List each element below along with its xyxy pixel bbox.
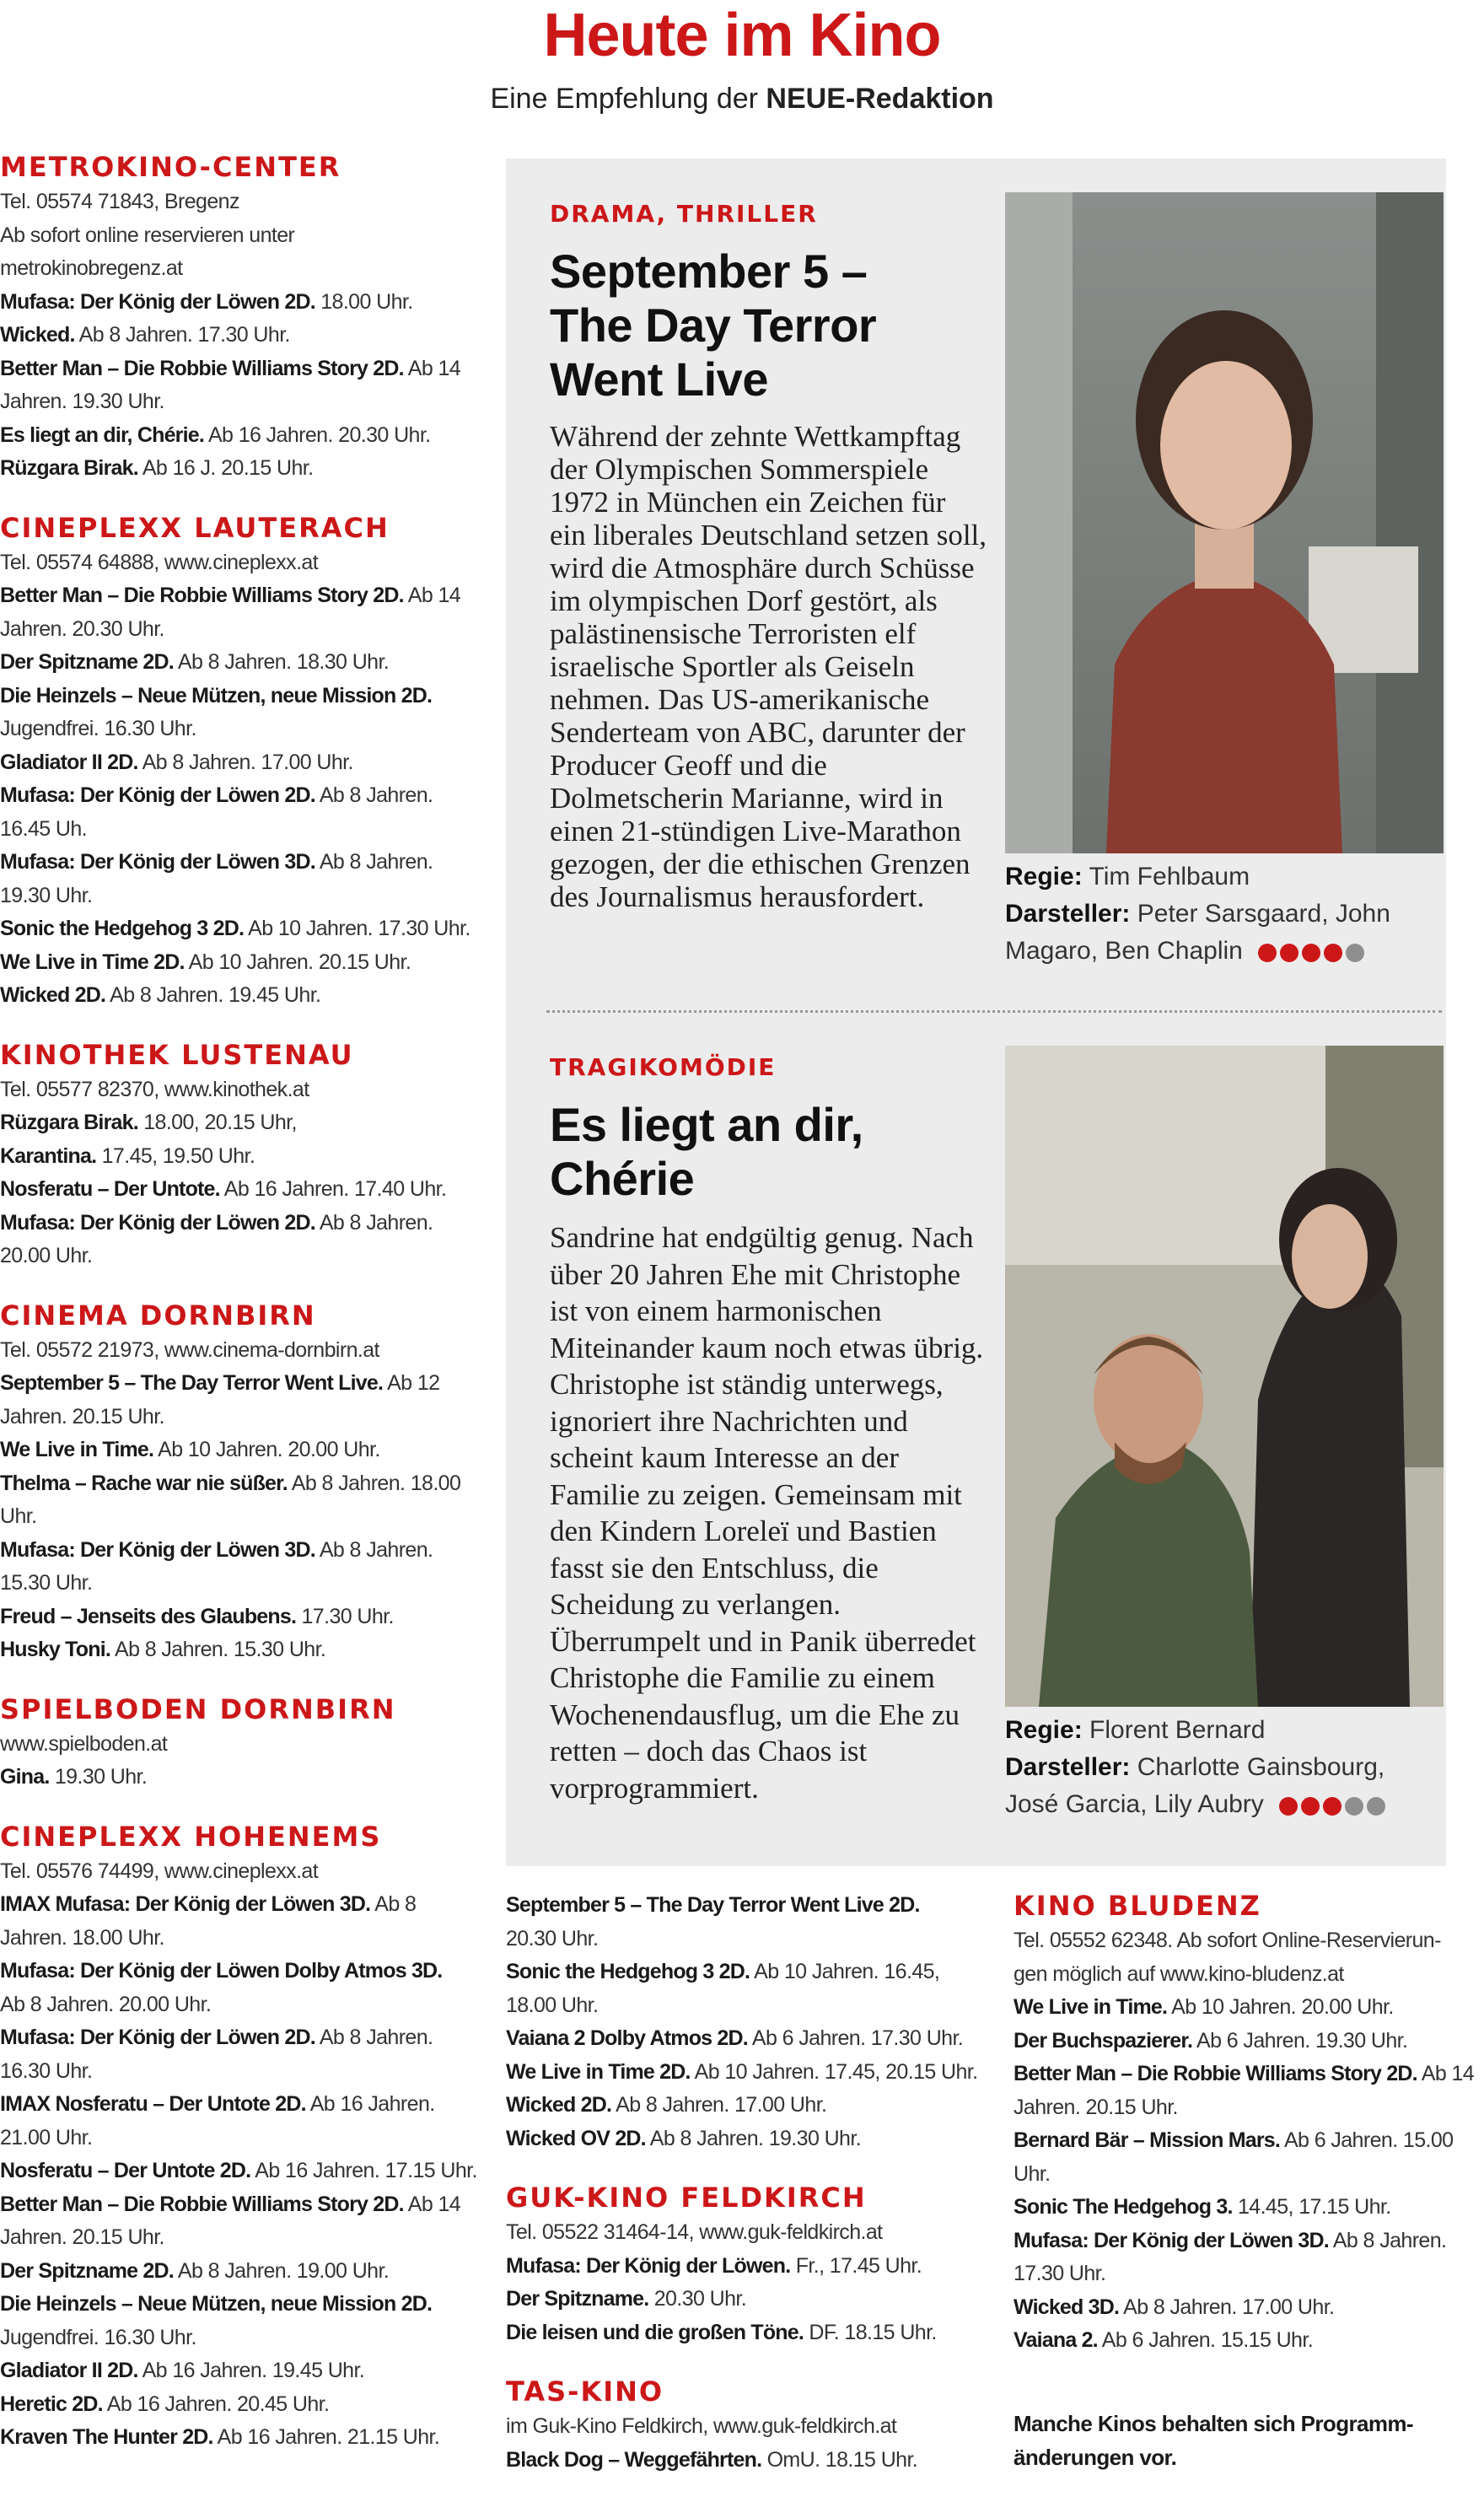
page-title: Heute im Kino: [543, 2, 941, 69]
film-title: Thelma – Rache war nie süßer.: [0, 1471, 288, 1495]
showtime-info: Ab 16 Jahren. 20.30 Uhr.: [204, 422, 431, 447]
listing-line: [0, 979, 497, 1013]
showtime-info: Ab 6 Jahren. 15.00: [1280, 2128, 1454, 2152]
showtime-info: Jahren. 18.00 Uhr.: [0, 1925, 164, 1950]
showtime-info: 18.00 Uhr.: [315, 289, 413, 314]
listing-line: [0, 186, 497, 219]
note-line: änderungen vor.: [1014, 2444, 1177, 2470]
showtime-info: Ab 14: [403, 356, 461, 380]
feature-genre: DRAMA, THRILLER: [550, 200, 818, 228]
film-title: Die Heinzels – Neue Mützen, neue Mission 2D.: [0, 683, 433, 708]
listing-line: [0, 546, 497, 580]
showtime-info: Jahren. 20.15 Uhr.: [1014, 2095, 1178, 2119]
showtime-info: Ab 10 Jahren. 17.45, 20.15 Uhr.: [690, 2059, 978, 2084]
film-title: Gladiator II 2D.: [0, 2359, 138, 2382]
cinema-name: CINEMA DORNBIRN: [0, 1299, 316, 1332]
film-title: Karantina.: [0, 1143, 97, 1168]
film-title: Mufasa: Der König der Löwen.: [506, 2253, 791, 2278]
listing-line: [1014, 2058, 1484, 2091]
film-title: Nosferatu – Der Untote 2D.: [0, 2159, 251, 2182]
rating-dot-filled: [1302, 944, 1320, 962]
feature-photo-block: [1005, 1046, 1444, 1824]
film-title: Better Man – Die Robbie Williams Story 2D.: [0, 356, 404, 380]
listing-line: [506, 2123, 978, 2156]
listing-line: [0, 2421, 497, 2455]
feature-body: Während der zehnte Wettkampftag der Olympischen Sommerspiele 1972 in München ein Zeichen für ein liberales Deutschland setzen soll, wird die Atmosphäre durch Schüsse im olympischen Dorf gestört, als palästinensische Terroristen elf israelische Sportler als Geiseln nehmen. Das US-amerikanische Senderteam von ABC, darunter der Producer Geoff und die Dolmetscherin Marianne, wird in einen 21-stündigen Live-Marathon gezogen, der die ethischen Grenzen des Journalismus herausfordert.: [550, 420, 987, 913]
listing-line: [0, 846, 497, 880]
rating-dot-filled: [1279, 1797, 1298, 1816]
showtime-info: Ab 16 Jahren. 19.45 Uhr.: [137, 2359, 365, 2382]
showtime-info: 14.45, 17.15 Uhr.: [1232, 2195, 1391, 2219]
film-title: Sonic the Hedgehog 3 2D.: [506, 1960, 750, 1983]
rating-dot-empty: [1367, 1797, 1385, 1816]
showtime-info: Ab 8 Jahren. 19.00 Uhr.: [173, 2258, 390, 2283]
cinema-name: METROKINO-CENTER: [0, 151, 341, 183]
film-title: Black Dog – Weggefährten.: [506, 2447, 762, 2472]
listing-line: [0, 2354, 497, 2388]
listing-line: [506, 2316, 978, 2350]
cinema-cineplexx-lauterach: [0, 511, 497, 1013]
cast-label: Darsteller:: [1005, 900, 1131, 928]
showtime-info: Ab 10 Jahren. 16.45,: [750, 1960, 940, 1983]
film-title: Der Spitzname 2D.: [0, 650, 174, 674]
film-title: Sonic The Hedgehog 3.: [1014, 2195, 1233, 2219]
showtime-info: Ab 8 Jahren. 19.45 Uhr.: [105, 983, 321, 1007]
cinema-listings-left: [0, 150, 497, 2480]
listing-line: [0, 1334, 497, 1368]
film-title: Mufasa: Der König der Löwen Dolby Atmos 3D.: [0, 1959, 443, 1983]
showtime-info: Jahren. 20.15 Uhr.: [0, 2225, 164, 2249]
listing-line: [0, 2221, 497, 2255]
showtime-info: Ab 6 Jahren. 15.15 Uhr.: [1097, 2328, 1314, 2352]
listing-line: [506, 1956, 978, 1989]
film-title: Better Man – Die Robbie Williams Story 2D.: [0, 2192, 404, 2216]
cinema-listings-mid: [506, 1889, 978, 2502]
showtime-info: 20.00 Uhr.: [0, 1244, 93, 1267]
film-title: Wicked 2D.: [0, 983, 106, 1007]
feature-body: Sandrine hat endgültig genug. Nach über 20 Jahren Ehe mit Christophe ist von einem harmonischen Miteinander kaum noch etwas übrig. Christophe ist ständig unterwegs, ignoriert ihre Nachrichten und scheint kaum Interesse an der Familie zu zeigen. Gemeinsam mit den Kindern Loreleï und Bastien fasst sie den Entschluss, die Scheidung zu verlangen. Überrumpelt und in Panik überredet Christophe die Familie zu einem Wochenendausflug, um die Ehe zu retten – doch das Chaos ist vorprogrammiert.: [550, 1221, 984, 1805]
film-title: We Live in Time 2D.: [506, 2059, 691, 2084]
cinema-guk-kino-feldkirch: [506, 2181, 978, 2349]
listing-line: [0, 813, 497, 847]
showtime-info: Ab 16 J. 20.15 Uhr.: [137, 456, 314, 480]
film-title: Heretic 2D.: [0, 2392, 103, 2416]
showtime-info: Ab 10 Jahren. 20.15 Uhr.: [184, 950, 411, 974]
listing-line: [1014, 2257, 1484, 2291]
listing-line: [506, 2250, 978, 2284]
showtime-info: 16.45 Uh.: [0, 816, 88, 841]
feature-photo-block: [1005, 192, 1444, 971]
rating-dot-filled: [1280, 944, 1298, 962]
showtime-info: Ab 10 Jahren. 20.00 Uhr.: [1167, 1995, 1394, 2019]
showtime-info: im Guk-Kino Feldkirch, www.guk-feldkirch.at: [506, 2414, 897, 2438]
showtime-info: Ab 8 Jahren. 18.00: [287, 1471, 461, 1495]
cast-label: Darsteller:: [1005, 1753, 1131, 1781]
listing-line: [506, 1923, 978, 1956]
listing-line: [1014, 2091, 1484, 2125]
rating-dot-filled: [1258, 944, 1277, 962]
showtime-info: Ab 14: [403, 584, 461, 607]
listing-line: [0, 613, 497, 647]
showtime-info: Ab 14: [1417, 2062, 1475, 2085]
showtime-info: Ab 10 Jahren. 17.30 Uhr.: [244, 917, 470, 940]
listing-line: [0, 579, 497, 613]
listing-line: [506, 2089, 978, 2123]
film-title: Mufasa: Der König der Löwen 3D.: [0, 1537, 315, 1562]
film-title: Wicked 2D.: [506, 2093, 612, 2117]
listing-line: [0, 1367, 497, 1401]
listing-line: [0, 1761, 497, 1794]
film-title: Bernard Bär – Mission Mars.: [1014, 2128, 1281, 2152]
listing-line: [0, 1401, 497, 1434]
film-title: Nosferatu – Der Untote.: [0, 1177, 220, 1201]
feature-title-line: Went Live: [550, 352, 768, 406]
cinema-tas-kino: [506, 2375, 978, 2477]
listing-line: [0, 779, 497, 813]
film-title: Mufasa: Der König der Löwen 3D.: [0, 850, 315, 874]
listing-line: [0, 1106, 497, 1140]
feature-september-5: [550, 199, 1444, 965]
showtime-info: gen möglich auf www.kino-bludenz.at: [1014, 1961, 1344, 1986]
listing-line: [0, 385, 497, 419]
listing-line: [1014, 2158, 1484, 2192]
cinema-name: CINEPLEXX LAUTERACH: [0, 511, 390, 544]
film-title: Husky Toni.: [0, 1638, 111, 1661]
showtime-info: Ab 16 Jahren. 17.15 Uhr.: [250, 2159, 477, 2182]
listing-line: [0, 1140, 497, 1174]
film-title: Gladiator II 2D.: [0, 750, 138, 774]
showtime-info: Ab 8 Jahren. 17.30 Uhr.: [74, 323, 290, 347]
showtime-info: 17.30 Uhr.: [1014, 2262, 1106, 2285]
showtime-info: Tel. 05574 71843, Bregenz: [0, 190, 239, 213]
showtime-info: 20.30 Uhr.: [506, 1926, 599, 1950]
film-still-image: [1005, 192, 1444, 853]
rating-dot-empty: [1345, 1797, 1363, 1816]
film-title: IMAX Mufasa: Der König der Löwen 3D.: [0, 1892, 371, 1916]
listing-line: [506, 2283, 978, 2316]
film-title: Mufasa: Der König der Löwen 2D.: [0, 783, 315, 807]
showtime-info: Uhr.: [1014, 2161, 1051, 2186]
showtime-info: metrokinobregenz.at: [0, 256, 183, 280]
film-title: Mufasa: Der König der Löwen 3D.: [1014, 2228, 1329, 2252]
listing-line: [506, 2444, 978, 2478]
film-title: Kraven The Hunter 2D.: [0, 2425, 213, 2449]
showtime-info: Jahren. 19.30 Uhr.: [0, 390, 164, 413]
listing-line: [0, 2255, 497, 2289]
film-title: Die leisen und die großen Töne.: [506, 2320, 804, 2344]
listing-line: [1014, 2291, 1484, 2325]
cinema-name: CINEPLEXX HOHENEMS: [0, 1820, 382, 1853]
listing-line: [0, 1240, 497, 1273]
film-title: Better Man – Die Robbie Williams Story 2D.: [1014, 2062, 1417, 2085]
cinema-kino-bludenz: [1014, 1889, 1484, 2358]
showtime-info: 17.45, 19.50 Uhr.: [96, 1143, 255, 1168]
film-title: Der Spitzname.: [506, 2287, 649, 2311]
feature-box: [506, 159, 1446, 1866]
feature-title-line: The Day Terror: [550, 299, 877, 352]
showtime-info: Jugendfrei. 16.30 Uhr.: [0, 2325, 196, 2349]
subtitle-text: Eine Empfehlung der: [490, 83, 766, 115]
listing-line: [0, 946, 497, 980]
showtime-info: Ab 8 Jahren.: [315, 783, 433, 807]
feature-credits: [1005, 858, 1444, 971]
film-title: September 5 – The Day Terror Went Live 2D.: [506, 1893, 920, 1917]
listing-line: [0, 1601, 497, 1634]
rating-dot-filled: [1301, 1797, 1320, 1816]
listing-line: [506, 1889, 978, 1923]
film-still-photo: [1005, 1046, 1444, 1707]
film-title: Mufasa: Der König der Löwen 2D.: [0, 289, 315, 314]
showtime-info: Ab 8 Jahren. 17.00 Uhr.: [137, 750, 353, 774]
showtime-info: Tel. 05552 62348. Ab sofort Online-Reservierun-: [1014, 1929, 1441, 1952]
cast-names: Charlotte Gainsbourg,: [1137, 1753, 1385, 1781]
showtime-info: Ab 8 Jahren.: [315, 1210, 433, 1235]
film-title: Vaiana 2.: [1014, 2328, 1098, 2352]
listing-line: [0, 319, 497, 352]
listing-line: [1014, 1958, 1484, 1992]
listing-line: [0, 1728, 497, 1762]
listing-line: [0, 1955, 497, 1988]
listing-line: [0, 1855, 497, 1889]
listing-line: [0, 2322, 497, 2355]
film-title: Rüzgara Birak.: [0, 456, 138, 480]
film-title: We Live in Time.: [1014, 1995, 1168, 2019]
cinema-cinema-dornbirn: [0, 1299, 497, 1667]
listing-line: [0, 1888, 497, 1922]
program-change-note: [1014, 2407, 1484, 2474]
showtime-info: Ab 8 Jahren. 20.00 Uhr.: [0, 1992, 212, 2016]
listing-line: [1014, 2191, 1484, 2225]
showtime-info: Ab 8 Jahren. 19.30 Uhr.: [645, 2126, 862, 2150]
feature-title-line: September 5 –: [550, 245, 868, 298]
showtime-info: Ab 8 Jahren. 15.30 Uhr.: [110, 1638, 326, 1661]
film-title: Better Man – Die Robbie Williams Story 2D.: [0, 584, 404, 607]
showtime-info: Fr., 17.45 Uhr.: [790, 2253, 922, 2278]
cinema-continued: [506, 1889, 978, 2155]
showtime-info: 19.30 Uhr.: [0, 883, 93, 907]
listing-line: [506, 1989, 978, 2023]
listing-line: [0, 2055, 497, 2089]
showtime-info: Ab 10 Jahren. 20.00 Uhr.: [153, 1438, 380, 1461]
rating-dots: [1279, 1787, 1389, 1824]
listing-line: [1014, 2124, 1484, 2158]
showtime-info: 15.30 Uhr.: [0, 1571, 93, 1595]
showtime-info: Tel. 05576 74499, www.cineplexx.at: [0, 1859, 319, 1883]
rating-dot-filled: [1323, 1797, 1342, 1816]
showtime-info: Tel. 05574 64888, www.cineplexx.at: [0, 550, 319, 574]
showtime-info: 18.00 Uhr.: [506, 1993, 599, 2017]
showtime-info: Ab 6 Jahren. 19.30 Uhr.: [1192, 2028, 1408, 2053]
showtime-info: Ab 12: [383, 1371, 440, 1395]
film-title: IMAX Nosferatu – Der Untote 2D.: [0, 2092, 306, 2116]
listing-line: [0, 1633, 497, 1667]
listing-line: [0, 1988, 497, 2022]
feature-divider: [546, 1010, 1442, 1013]
feature-genre: TRAGIKOMÖDIE: [550, 1053, 777, 1081]
listing-line: [1014, 1991, 1484, 2025]
listing-line: [506, 2022, 978, 2056]
showtime-info: 21.00 Uhr.: [0, 2125, 93, 2150]
showtime-info: 19.30 Uhr.: [49, 1765, 148, 1789]
showtime-info: Ab 6 Jahren. 17.30 Uhr.: [747, 2026, 964, 2050]
feature-title-line: Chérie: [550, 1152, 695, 1205]
showtime-info: 16.30 Uhr.: [0, 2058, 93, 2083]
cinema-listings-right: [1014, 1889, 1484, 2474]
listing-line: [0, 2388, 497, 2422]
film-title: Rüzgara Birak.: [0, 1111, 138, 1134]
listing-line: [0, 1500, 497, 1534]
subtitle-brand: NEUE-Redaktion: [766, 83, 994, 115]
listing-line: [0, 880, 497, 913]
cinema-metrokino-center: [0, 150, 497, 486]
feature-es-liegt-an-dir: [550, 1052, 1444, 1818]
listing-line: [0, 219, 497, 253]
cinema-kinothek-lustenau: [0, 1038, 497, 1273]
cinema-name: KINO BLUDENZ: [1014, 1890, 1261, 1922]
listing-line: [0, 1567, 497, 1601]
showtime-info: OmU. 18.15 Uhr.: [761, 2447, 918, 2472]
cast-names: Peter Sarsgaard, John: [1137, 900, 1390, 928]
film-title: Mufasa: Der König der Löwen 2D.: [0, 2026, 315, 2049]
regie-name: Florent Bernard: [1089, 1716, 1266, 1744]
showtime-info: Ab 16 Jahren. 20.45 Uhr.: [102, 2392, 330, 2416]
listing-line: [0, 2122, 497, 2155]
showtime-info: Ab 8: [370, 1892, 417, 1916]
listing-line: [0, 680, 497, 713]
film-still-image: [1005, 1046, 1444, 1707]
showtime-info: 18.00, 20.15 Uhr,: [137, 1111, 297, 1134]
listing-line: [0, 286, 497, 320]
listing-line: [0, 2088, 497, 2122]
rating-dot-filled: [1324, 944, 1342, 962]
listing-line: [0, 1467, 497, 1501]
listing-line: [0, 2021, 497, 2055]
showtime-info: Ab 8 Jahren.: [315, 1537, 433, 1562]
cinema-name: TAS-KINO: [506, 2376, 664, 2408]
film-title: We Live in Time.: [0, 1438, 154, 1461]
listing-line: [506, 2410, 978, 2444]
film-title: Wicked OV 2D.: [506, 2126, 646, 2150]
film-still-photo: [1005, 192, 1444, 853]
showtime-info: Tel. 05522 31464-14, www.guk-feldkirch.at: [506, 2220, 883, 2244]
rating-dot-empty: [1346, 944, 1364, 962]
feature-credits: [1005, 1712, 1444, 1824]
regie-label: Regie:: [1005, 1716, 1083, 1744]
film-title: Mufasa: Der König der Löwen 2D.: [0, 1210, 315, 1235]
listing-line: [0, 452, 497, 486]
listing-line: [0, 746, 497, 780]
film-title: Wicked.: [0, 323, 75, 347]
listing-line: [0, 2155, 497, 2188]
cinema-name: SPIELBODEN DORNBIRN: [0, 1692, 396, 1725]
showtime-info: 17.30 Uhr.: [296, 1604, 394, 1628]
cinema-cineplexx-hohenems: [0, 1820, 497, 2455]
listing-line: [0, 2188, 497, 2222]
listing-line: [506, 2056, 978, 2090]
masthead: [0, 0, 1484, 116]
listing-line: [0, 1207, 497, 1240]
listing-line: [0, 352, 497, 386]
regie-label: Regie:: [1005, 863, 1083, 890]
film-title: We Live in Time 2D.: [0, 950, 185, 974]
listing-line: [0, 1173, 497, 1207]
showtime-info: Tel. 05572 21973, www.cinema-dornbirn.at: [0, 1337, 379, 1362]
showtime-info: DF. 18.15 Uhr.: [804, 2320, 937, 2344]
listing-line: [0, 2288, 497, 2322]
page-subtitle: [0, 81, 1484, 116]
cast-names-cont: Magaro, Ben Chaplin: [1005, 937, 1243, 965]
showtime-info: 20.30 Uhr.: [648, 2287, 747, 2311]
film-title: Gina.: [0, 1765, 50, 1789]
listing-line: [1014, 2324, 1484, 2358]
showtime-info: Uhr.: [0, 1504, 37, 1528]
showtime-info: Tel. 05577 82370, www.kinothek.at: [0, 1077, 309, 1101]
film-title: Freud – Jenseits des Glaubens.: [0, 1604, 297, 1628]
showtime-info: Jahren. 20.15 Uhr.: [0, 1404, 164, 1429]
film-title: September 5 – The Day Terror Went Live.: [0, 1371, 384, 1395]
listing-line: [0, 713, 497, 746]
cast-names-cont: José Garcia, Lily Aubry: [1005, 1790, 1264, 1818]
showtime-info: Ab 8 Jahren. 17.00 Uhr.: [611, 2093, 827, 2117]
listing-line: [0, 1434, 497, 1467]
showtime-info: Jugendfrei. 16.30 Uhr.: [0, 717, 196, 740]
showtime-info: Ab 16 Jahren.: [305, 2092, 435, 2116]
listing-line: [0, 1922, 497, 1956]
film-title: Sonic the Hedgehog 3 2D.: [0, 917, 245, 940]
film-title: Es liegt an dir, Chérie.: [0, 422, 204, 447]
film-title: Der Buchspazierer.: [1014, 2028, 1193, 2053]
listing-line: [0, 419, 497, 453]
listing-line: [0, 1073, 497, 1107]
showtime-info: Ab 8 Jahren.: [315, 2026, 433, 2049]
film-title: Vaiana 2 Dolby Atmos 2D.: [506, 2026, 748, 2050]
listing-line: [1014, 1924, 1484, 1958]
showtime-info: Ab 14: [403, 2192, 461, 2216]
cinema-spielboden-dornbirn: [0, 1692, 497, 1794]
showtime-info: Ab sofort online reservieren unter: [0, 223, 295, 247]
listing-line: [506, 2216, 978, 2250]
listing-line: [0, 646, 497, 680]
regie-name: Tim Fehlbaum: [1089, 863, 1250, 890]
cinema-name: KINOTHEK LUSTENAU: [0, 1038, 354, 1071]
cinema-name: GUK-KINO FELDKIRCH: [506, 2182, 867, 2214]
showtime-info: Ab 8 Jahren.: [315, 850, 433, 874]
listing-line: [1014, 2225, 1484, 2258]
listing-line: [0, 1534, 497, 1568]
note-line: Manche Kinos behalten sich Programm-: [1014, 2410, 1413, 2436]
showtime-info: Ab 8 Jahren. 17.00 Uhr.: [1119, 2295, 1335, 2319]
showtime-info: Ab 16 Jahren. 17.40 Uhr.: [219, 1177, 447, 1201]
showtime-info: Jahren. 20.30 Uhr.: [0, 616, 164, 641]
showtime-info: Ab 8 Jahren.: [1328, 2228, 1447, 2252]
film-title: Die Heinzels – Neue Mützen, neue Mission 2D.: [0, 2292, 433, 2316]
showtime-info: Ab 16 Jahren. 21.15 Uhr.: [212, 2425, 440, 2449]
listing-line: [0, 252, 497, 286]
listing-line: [1014, 2025, 1484, 2058]
feature-title-line: Es liegt an dir,: [550, 1098, 863, 1151]
film-title: Der Spitzname 2D.: [0, 2258, 174, 2283]
listing-line: [0, 912, 497, 946]
rating-dots: [1258, 934, 1368, 971]
showtime-info: www.spielboden.at: [0, 1731, 168, 1756]
showtime-info: Ab 8 Jahren. 18.30 Uhr.: [173, 650, 390, 674]
film-title: Wicked 3D.: [1014, 2295, 1120, 2319]
